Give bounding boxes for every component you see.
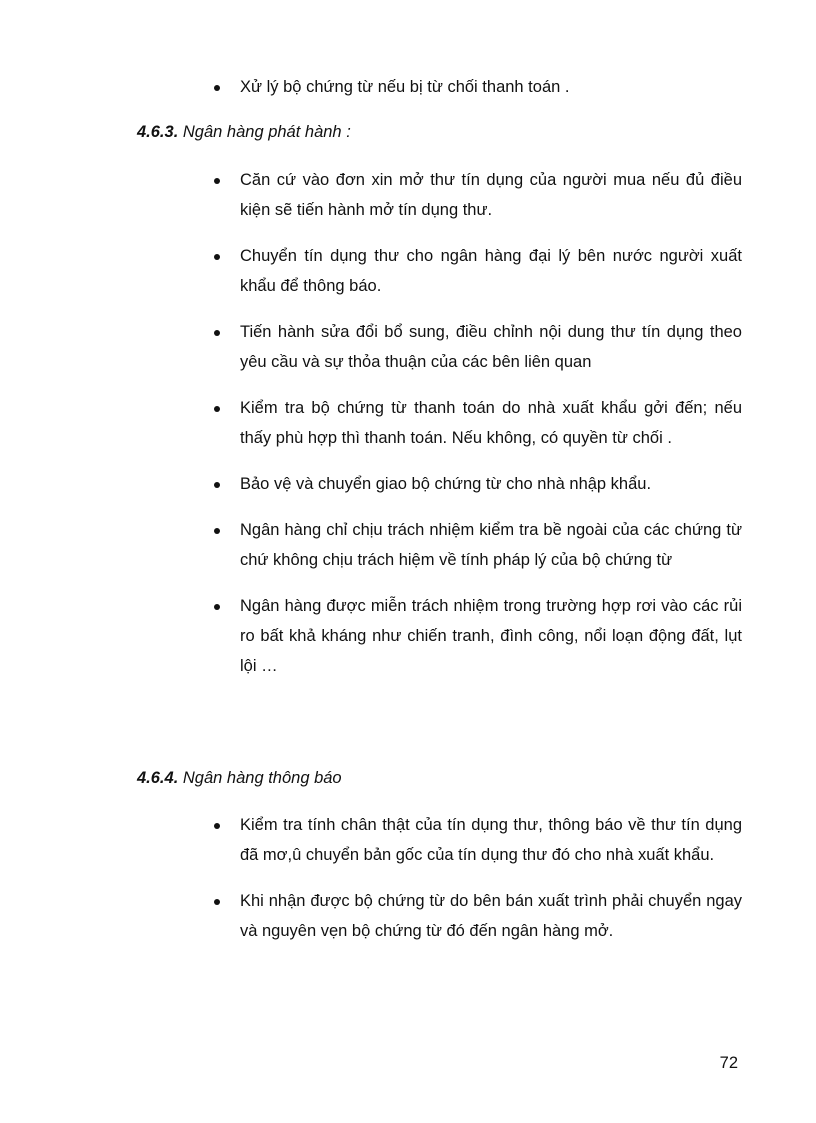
- top-bullet-list: [214, 72, 742, 118]
- list-item: [214, 591, 742, 681]
- list-item-text: Căn cứ vào đơn xin mở thư tín dụng của người mua nếu đủ điều kiện sẽ tiến hành mở tín dụng thư.: [240, 171, 742, 219]
- list-item: [214, 393, 742, 453]
- section-heading-4-6-4: [137, 767, 342, 789]
- bullet-icon: [214, 823, 220, 829]
- list-item: [214, 165, 742, 225]
- section-number: 4.6.4.: [137, 769, 179, 787]
- list-item: [214, 515, 742, 575]
- list-item: [214, 241, 742, 301]
- section-number: 4.6.3.: [137, 123, 179, 141]
- list-item: [214, 72, 742, 102]
- list-item-text: Kiểm tra bộ chứng từ thanh toán do nhà xuất khẩu gởi đến; nếu thấy phù hợp thì thanh toán. Nếu không, có quyền từ chối .: [240, 399, 742, 447]
- list-item-text: Ngân hàng chỉ chịu trách nhiệm kiểm tra bề ngoài của các chứng từ chứ không chịu trách hiệm về tính pháp lý của bộ chứng từ: [240, 521, 742, 569]
- list-item-text: Chuyển tín dụng thư cho ngân hàng đại lý bên nước người xuất khẩu để thông báo.: [240, 247, 742, 295]
- bullet-icon: [214, 482, 220, 488]
- list-item: [214, 886, 742, 946]
- list-item-text: Bảo vệ và chuyển giao bộ chứng từ cho nhà nhập khẩu.: [240, 475, 652, 493]
- advising-bank-list: [214, 810, 742, 962]
- bullet-icon: [214, 85, 220, 91]
- bullet-icon: [214, 899, 220, 905]
- list-item-text: Xử lý bộ chứng từ nếu bị từ chối thanh toán .: [240, 78, 570, 96]
- list-item-text: Khi nhận được bộ chứng từ do bên bán xuất trình phải chuyển ngay và nguyên vẹn bộ chứng từ đó đến ngân hàng mở.: [240, 892, 742, 940]
- bullet-icon: [214, 406, 220, 412]
- bullet-icon: [214, 178, 220, 184]
- bullet-icon: [214, 528, 220, 534]
- list-item-text: Ngân hàng được miễn trách nhiệm trong trường hợp rơi vào các rủi ro bất khả kháng như chiến tranh, đình công, nổi loạn động đất, lụt lội …: [240, 597, 742, 675]
- section-title: Ngân hàng thông báo: [178, 769, 342, 787]
- bullet-icon: [214, 330, 220, 336]
- issuing-bank-list: [214, 165, 742, 697]
- bullet-icon: [214, 604, 220, 610]
- page-number: 72: [719, 1054, 738, 1072]
- list-item: [214, 317, 742, 377]
- section-heading-4-6-3: [137, 121, 351, 143]
- list-item-text: Kiểm tra tính chân thật của tín dụng thư, thông báo về thư tín dụng đã mơ,û chuyển bản gốc của tín dụng thư đó cho nhà xuất khẩu.: [240, 816, 742, 864]
- bullet-icon: [214, 254, 220, 260]
- list-item: [214, 469, 742, 499]
- list-item-text: Tiến hành sửa đổi bổ sung, điều chỉnh nội dung thư tín dụng theo yêu cầu và sự thỏa thuận của các bên liên quan: [240, 323, 742, 371]
- list-item: [214, 810, 742, 870]
- section-title: Ngân hàng phát hành :: [178, 123, 351, 141]
